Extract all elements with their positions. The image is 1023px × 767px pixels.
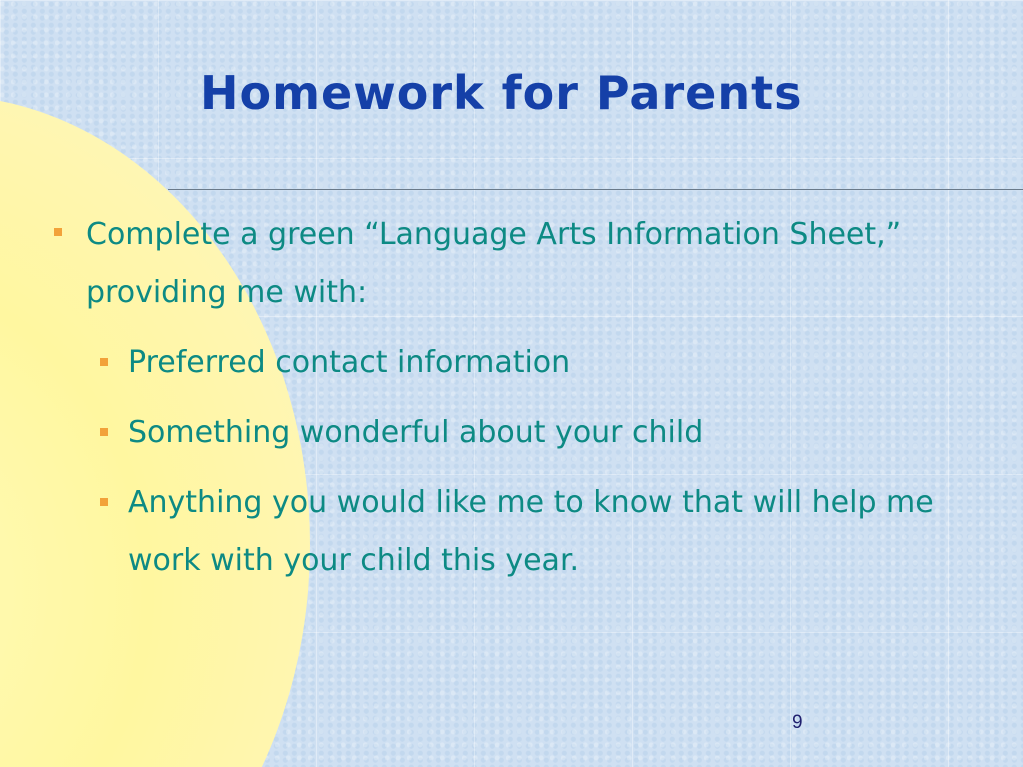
sub-bullet-item: [50, 474, 995, 590]
square-bullet-icon: [100, 498, 108, 506]
sub-bullet-item: [50, 404, 995, 462]
bullet-text: Complete a green “Language Arts Information Sheet,” providing me with:: [86, 217, 902, 310]
bullet-item: [50, 206, 995, 322]
sub-bullet-text: Anything you would like me to know that will help me work with your child this year.: [128, 485, 934, 578]
sub-bullet-item: [50, 334, 995, 392]
square-bullet-icon: [100, 358, 108, 366]
page-number: 9: [792, 712, 803, 733]
slide-title: Homework for Parents: [200, 66, 803, 120]
bullet-list: [50, 206, 995, 590]
sub-bullet-text: Preferred contact information: [128, 345, 571, 380]
title-divider: [168, 189, 1023, 190]
sub-bullet-text: Something wonderful about your child: [128, 415, 704, 450]
square-bullet-icon: [100, 428, 108, 436]
square-bullet-icon: [54, 228, 62, 236]
